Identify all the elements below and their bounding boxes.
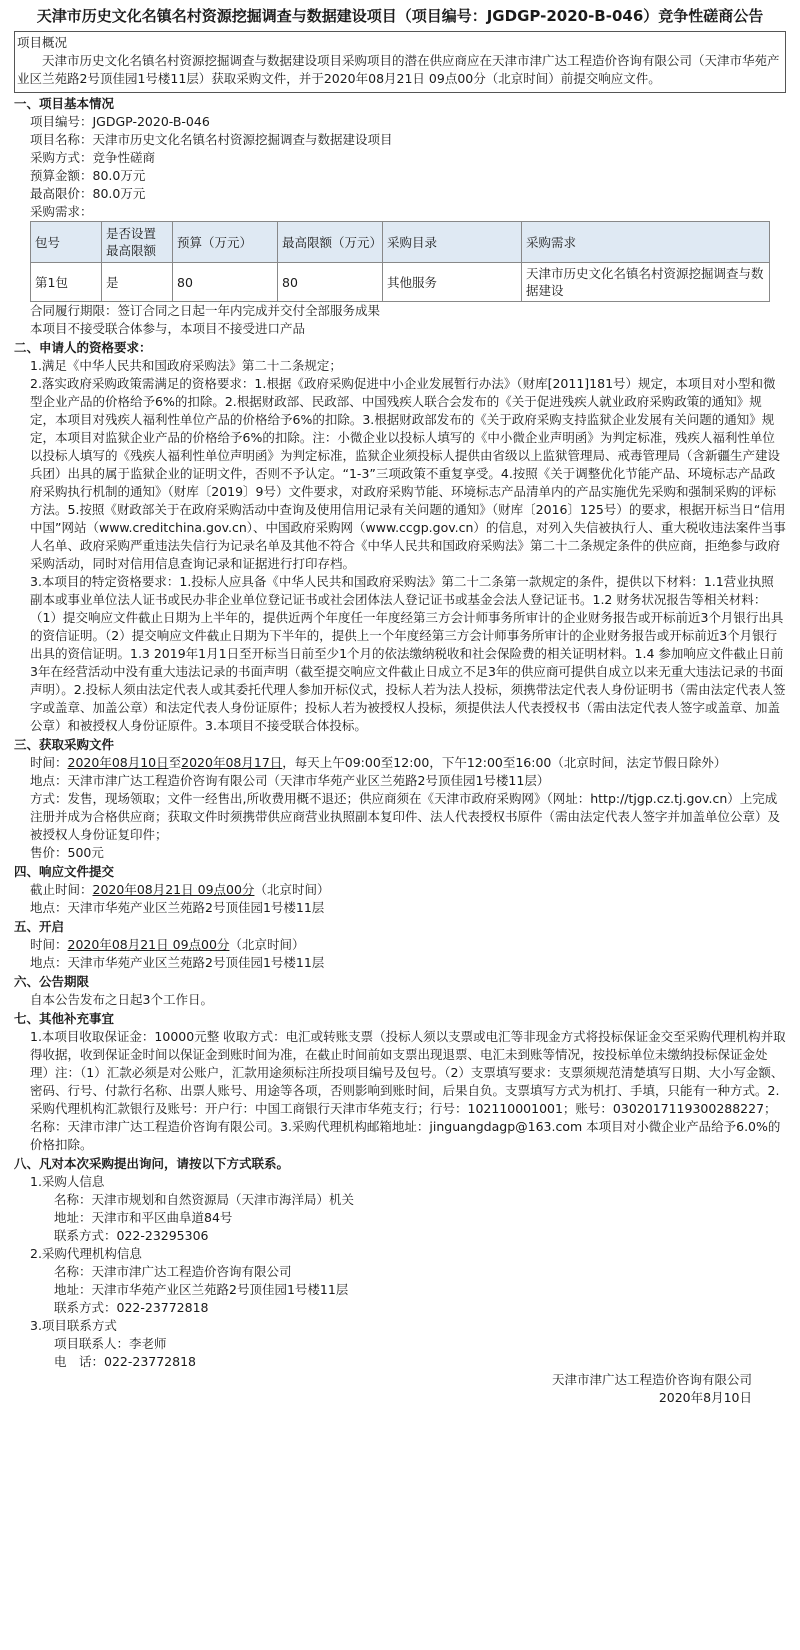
opening-prefix: 时间：	[30, 937, 68, 952]
submit-place: 地点：天津市华苑产业区兰苑路2号顶佳园1号楼11层	[30, 900, 325, 915]
section-1-after	[14, 302, 786, 338]
obtain-end-date: 2020年08月17日	[181, 755, 283, 770]
table-header-cell: 预算（万元）	[173, 222, 278, 263]
obtain-price: 售价：500元	[30, 845, 104, 860]
requirements-table	[30, 221, 770, 302]
section-7-heading: 七、其他补充事宜	[14, 1011, 115, 1026]
project-contact-info	[30, 1335, 786, 1371]
opening-time	[30, 936, 786, 954]
overview-label: 项目概况	[17, 35, 68, 50]
obtain-time-prefix: 时间：	[30, 755, 68, 770]
section-2-body	[14, 357, 786, 735]
obtain-method: 方式：发售，现场领取；文件一经售出,所收费用概不退还；供应商须在《天津市政府采购网》（网址：http://tjgp.cz.tj.gov.cn）上完成注册并成为合格供应商；获取文件时须携带供应商营业执照副本复印件、法人代表授权书原件（需由法定代表人签字并加盖单位公章）及被授权人身份证复印件；	[30, 791, 781, 842]
section-8-body	[14, 1173, 786, 1371]
announcement-period: 自本公告发布之日起3个工作日。	[30, 992, 213, 1007]
obtain-place: 地点：天津市津广达工程造价咨询有限公司（天津市华苑产业区兰苑路2号顶佳园1号楼11层）	[30, 773, 550, 788]
purchaser-title: 1.采购人信息	[30, 1174, 105, 1189]
signature-date: 2020年8月10日	[658, 1390, 752, 1405]
project-contact-title: 3.项目联系方式	[30, 1318, 117, 1333]
section-7-body	[14, 1028, 786, 1154]
section-4-heading: 四、响应文件提交	[14, 864, 115, 879]
agency-name: 名称：天津市津广达工程造价咨询有限公司	[54, 1264, 292, 1279]
overview-box	[14, 31, 786, 93]
section-3-body	[14, 754, 786, 862]
deadline-prefix: 截止时间：	[30, 882, 93, 897]
opening-place: 地点：天津市华苑产业区兰苑路2号顶佳园1号楼11层	[30, 955, 325, 970]
signature-block	[14, 1371, 786, 1407]
section-4-body	[14, 881, 786, 917]
purchaser-info	[30, 1191, 786, 1245]
qualification-3: 3.本项目的特定资格要求：1.投标人应具备《中华人民共和国政府采购法》第二十二条第一款规定的条件，提供以下材料：1.1营业执照副本或事业单位法人证书或民办非企业单位登记证书或社会团体法人登记证书或基金会法人登记证书。1.2 财务状况报告等相关材料：（1）提交响应文件截止日期为上半年的，提供近两个年度任一年度经第三方会计师事务所审计的企业财务报告或开标前近3个月银行出具的资信证明。（2）提交响应文件截止日期为下半年的，提供上一个年度经第三方会计师事务所审计的企业财务报告或开标前近3个月银行出具的资信证明。1.3 2019年1月1日至开标当日前至少1个月的依法缴纳税收和社会保险费的相关证明材料。1.4 参加响应文件截止日前3年在经营活动中没有重大违法记录的书面声明（截至提交响应文件截止日成立不足3年的供应商可提供自成立以来无重大违法记录的书面声明）。2.投标人须由法定代表人或其委托代理人参加开标仪式，投标人若为法人投标，须携带法定代表人身份证明书（需由法定代表人签字或盖章、加盖公章）和法定代表人身份证原件；投标人若为被授权人投标，须提供法人代表授权书（需由法定代表人签字或盖章、加盖公章）和被授权人身份证原件。3.本项目不接受联合体投标。	[30, 574, 786, 733]
table-cell: 80	[278, 263, 383, 302]
section-3-heading: 三、获取采购文件	[14, 737, 115, 752]
deadline-suffix: （北京时间）	[254, 882, 330, 897]
agency-info	[30, 1263, 786, 1317]
requirements-label: 采购需求：	[30, 204, 93, 219]
purchaser-contact: 联系方式：022-23295306	[54, 1228, 209, 1243]
obtain-time	[30, 754, 786, 772]
agency-title: 2.采购代理机构信息	[30, 1246, 142, 1261]
purchaser-address: 地址：天津市和平区曲阜道84号	[54, 1210, 233, 1225]
project-number: 项目编号：JGDGP-2020-B-046	[30, 114, 210, 129]
signature-company: 天津市津广达工程造价咨询有限公司	[551, 1372, 752, 1387]
obtain-start-date: 2020年08月10日	[67, 755, 169, 770]
agency-contact: 联系方式：022-23772818	[54, 1300, 209, 1315]
deadline-date: 2020年08月21日 09点00分	[92, 882, 255, 897]
contract-period: 合同履行期限：签订合同之日起一年内完成并交付全部服务成果	[30, 303, 381, 318]
opening-date: 2020年08月21日 09点00分	[67, 937, 230, 952]
project-contact-person: 项目联系人：李老师	[54, 1336, 167, 1351]
agency-address: 地址：天津市华苑产业区兰苑路2号顶佳园1号楼11层	[54, 1282, 349, 1297]
table-cell: 第1包	[31, 263, 102, 302]
section-6-heading: 六、公告期限	[14, 974, 90, 989]
qualification-1: 1.满足《中华人民共和国政府采购法》第二十二条规定；	[30, 358, 342, 373]
announcement-document	[14, 6, 786, 1407]
max-price: 最高限价：80.0万元	[30, 186, 146, 201]
project-contact-phone: 电 话：022-23772818	[54, 1354, 196, 1369]
table-header-cell: 是否设置最高限额	[102, 222, 173, 263]
section-5-body	[14, 936, 786, 972]
section-5-heading: 五、开启	[14, 919, 65, 934]
table-header-cell: 最高限额（万元）	[278, 222, 383, 263]
section-1-heading: 一、项目基本情况	[14, 96, 115, 111]
table-cell: 天津市历史文化名镇名村资源挖掘调查与数据建设	[522, 263, 770, 302]
section-8-heading: 八、凡对本次采购提出询问，请按以下方式联系。	[14, 1156, 290, 1171]
page-title: 天津市历史文化名镇名村资源挖掘调查与数据建设项目（项目编号：JGDGP-2020-B-046）竞争性磋商公告	[36, 7, 764, 25]
opening-suffix: （北京时间）	[229, 937, 305, 952]
budget-amount: 预算金额：80.0万元	[30, 168, 146, 183]
section-2-heading: 二、申请人的资格要求：	[14, 340, 152, 355]
table-header-cell: 包号	[31, 222, 102, 263]
overview-text: 天津市历史文化名镇名村资源挖掘调查与数据建设项目采购项目的潜在供应商应在天津市津广达工程造价咨询有限公司（天津市华苑产业区兰苑路2号顶佳园1号楼11层）获取采购文件，并于2020年08月21日 09点00分（北京时间）前提交响应文件。	[17, 53, 780, 86]
purchaser-name: 名称：天津市规划和自然资源局（天津市海洋局）机关	[54, 1192, 355, 1207]
project-name: 项目名称：天津市历史文化名镇名村资源挖掘调查与数据建设项目	[30, 132, 393, 147]
table-cell: 80	[173, 263, 278, 302]
consortium-note: 本项目不接受联合体参与，本项目不接受进口产品	[30, 321, 306, 336]
table-header-cell: 采购需求	[522, 222, 770, 263]
table-header-cell: 采购目录	[383, 222, 522, 263]
table-cell: 是	[102, 263, 173, 302]
table-cell: 其他服务	[383, 263, 522, 302]
obtain-time-suffix: ，每天上午09:00至12:00，下午12:00至16:00（北京时间，法定节假日除外）	[282, 755, 727, 770]
qualification-2: 2.落实政府采购政策需满足的资格要求：1.根据《政府采购促进中小企业发展暂行办法》（财库[2011]181号）规定，本项目对小型和微型企业产品的价格给予6%的扣除。2.根据财政部、民政部、中国残疾人联合会发布的《关于促进残疾人就业政府采购政策的通知》规定，本项目对残疾人福利性单位产品的价格给予6%的扣除。3.根据财政部发布的《关于政府采购支持监狱企业发展有关问题的通知》规定，本项目对监狱企业产品的价格给予6%的扣除。注：小微企业以投标人填写的《中小微企业声明函》为判定标准，残疾人福利性单位以投标人填写的《残疾人福利性单位声明函》为判定标准，监狱企业须投标人提供由省级以上监狱管理局、戒毒管理局（含新疆生产建设兵团）出具的属于监狱企业的证明文件，否则不予认定。“1-3”三项政策不重复享受。4.按照《关于调整优化节能产品、环境标志产品政府采购执行机制的通知》（财库〔2019〕9号）文件要求，对政府采购节能、环境标志产品清单内的产品实施优先采购和强制采购的评标方法。5.按照《财政部关于在政府采购活动中查询及使用信用记录有关问题的通知》（财库〔2016〕125号）的要求，根据开标当日“信用中国”网站（www.creditchina.gov.cn）、中国政府采购网（www.ccgp.gov.cn）的信息，对列入失信被执行人、重大税收违法案件当事人名单、政府采购严重违法失信行为记录名单及其他不符合《中华人民共和国政府采购法》第二十二条规定条件的供应商，拒绝参与政府采购活动，同时对信用信息查询记录和证据进行打印存档。	[30, 376, 786, 571]
section-6-body	[14, 991, 786, 1009]
table-row	[31, 263, 770, 302]
table-header-row	[31, 222, 770, 263]
submit-deadline	[30, 881, 786, 899]
other-matters: 1.本项目收取保证金：10000元整 收取方式：电汇或转账支票（投标人须以支票或电汇等非现金方式将投标保证金交至采购代理机构并取得收据，收到保证金时间以保证金到账时间为准，在截止时间前如支票出现退票、电汇未到账等情况，按投标单位未缴纳投标保证金处理）注：（1）汇款必须是对公账户，汇款用途须标注所投项目编号及包号。（2）支票填写要求：支票须规范清楚填写日期、大小写金额、密码、行号、付款行名称、出票人账号、用途等各项，否则影响到账时间，后果自负。支票填写方式为机打、手填，只能有一种方式。2.采购代理机构汇款银行及账号：开户行：中国工商银行天津市华苑支行；行号：102110001001；账号：0302017119300288227；名称：天津市津广达工程造价咨询有限公司。3.采购代理机构邮箱地址：jinguangdagp@163.com 本项目对小微企业产品给予6.0%的价格扣除。	[30, 1029, 786, 1152]
obtain-time-mid: 至	[168, 755, 182, 770]
section-1-body	[14, 113, 786, 221]
procurement-method: 采购方式：竞争性磋商	[30, 150, 156, 165]
